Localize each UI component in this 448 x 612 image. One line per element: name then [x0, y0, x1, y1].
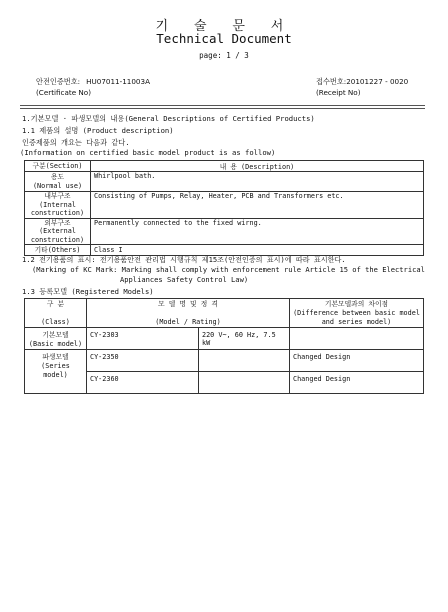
section-1-1-heading: 1.1 제품의 설명 (Product description)	[22, 126, 174, 135]
table-row	[25, 245, 424, 256]
row-label: 외부구조 (External construction)	[25, 218, 91, 245]
product-description-table	[24, 160, 424, 256]
row-label: 기타(Others)	[25, 245, 91, 256]
difference-column-header: 기본모델과의 차이점 (Difference between basic model and series model)	[290, 299, 424, 328]
marking-note-line: (Marking of KC Mark: Marking shall comply with enforcement rule Article 15 of the Electrical	[32, 265, 425, 274]
model-column-header: 모 델 명 및 정 격 (Model / Rating)	[87, 299, 290, 328]
registered-models-table	[24, 298, 424, 394]
section-column-header: 구분(Section)	[25, 161, 91, 172]
table-header-row	[25, 161, 424, 172]
section-1-2-heading: 1.2 전기용품의 표시: 전기용품안전 관리법 시행규칙 제15조(안전인증의 표시)에 따라 표시한다.	[22, 255, 346, 264]
table-row	[25, 328, 424, 350]
model-rating: 220 V~, 60 Hz, 7.5 kW	[199, 328, 290, 350]
section-1-3-heading: 1.3 등록모델 (Registered Models)	[22, 287, 154, 296]
class-column-header: 구 분 (Class)	[25, 299, 87, 328]
model-name: CY-2350	[87, 350, 199, 372]
certificate-number: HU07011-11003A	[86, 77, 150, 86]
page-number: page: 1 / 3	[199, 51, 249, 60]
table-row	[25, 192, 424, 219]
document-title-korean: 기 술 문 서	[155, 19, 293, 34]
product-note: (Information on certified basic model product is as follow)	[20, 148, 276, 157]
model-difference	[290, 328, 424, 350]
receipt-label-korean: 접수번호:	[316, 77, 347, 86]
marking-note-line: Appliances Safety Control Law)	[120, 275, 249, 284]
receipt-label: (Receipt No)	[316, 88, 361, 97]
model-name: CY-2360	[87, 372, 199, 394]
document-title: Technical Document	[156, 31, 292, 46]
product-note-korean: 인증제품의 개요는 다음과 같다.	[22, 138, 130, 147]
receipt-number-line	[316, 77, 408, 87]
table-header-row	[25, 299, 424, 328]
model-rating	[199, 372, 290, 394]
header-divider	[20, 105, 425, 106]
row-label: 기본모델 (Basic model)	[25, 328, 87, 350]
certificate-label-korean: 안전인증번호:	[36, 77, 81, 86]
receipt-number: 20101227 - 0020	[346, 77, 409, 86]
model-difference: Changed Design	[290, 350, 424, 372]
table-row	[25, 350, 424, 372]
table-row	[25, 172, 424, 192]
row-value: Class I	[91, 245, 424, 256]
header-divider-secondary	[20, 108, 425, 109]
model-difference: Changed Design	[290, 372, 424, 394]
row-label: 파생모델 (Series model)	[25, 350, 87, 394]
row-label: 내부구조 (Internal construction)	[25, 192, 91, 219]
row-label: 용도 (Normal use)	[25, 172, 91, 192]
model-rating	[199, 350, 290, 372]
section-1-heading: 1.기본모델 · 파생모델의 내용(General Descriptions of Certified Products)	[22, 114, 315, 123]
row-value: Whirlpool bath.	[91, 172, 424, 192]
certificate-number-line	[36, 77, 150, 87]
row-value: Permanently connected to the fixed wirng.	[91, 218, 424, 245]
model-name: CY-2303	[87, 328, 199, 350]
description-column-header: 내 용 (Description)	[91, 161, 424, 172]
row-value: Consisting of Pumps, Relay, Heater, PCB and Transformers etc.	[91, 192, 424, 219]
certificate-label: (Certificate No)	[36, 88, 92, 97]
table-row	[25, 218, 424, 245]
